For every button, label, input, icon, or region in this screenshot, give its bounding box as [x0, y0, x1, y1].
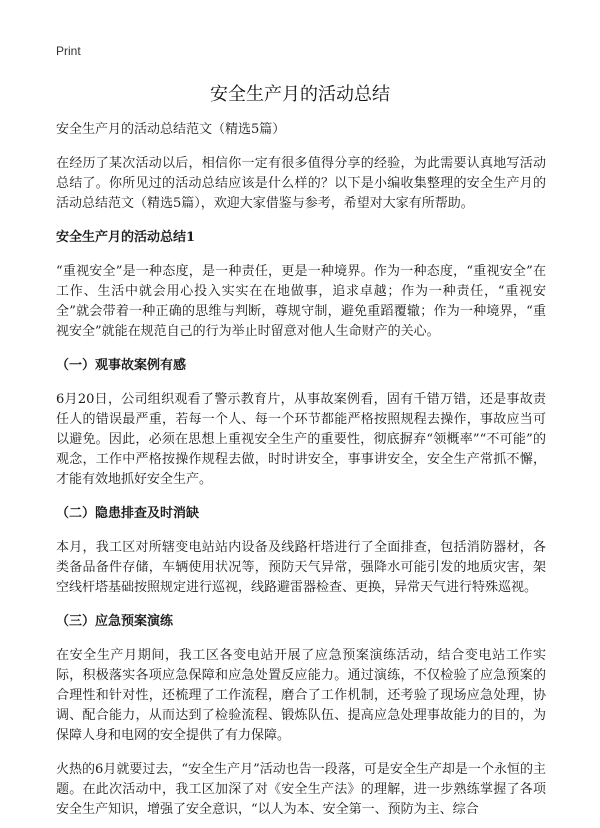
emergency-drill-paragraph: 在安全生产月期间，我工区各变电站开展了应急预案演练活动，结合变电站工作实际，积极落实各项应急保障和应急处置反应能力。通过演练，不仅检验了应急预案的合理性和针对性，还梳理了工作流程，磨合了工作机制，还考验了现场应急处理，协调、配合能力，从而达到了检验流程、锻炼队伍、提高应急处理事故能力的目的，为保障人身和电网的安全提供了有力保障。: [56, 648, 546, 743]
section-1-paragraph: “重视安全”是一种态度，是一种责任，更是一种境界。作为一种态度，“重视安全”在工作、生活中就会用心投入实实在在地做事，追求卓越；作为一种责任，“重视安全”就会带着一种正确的思维与判断，尊规守制，避免重蹈覆辙；作为一种境界，“重视安全”就能在规范自己的行为举止时留意对他人生命财产的关心。: [56, 264, 546, 339]
section-heading-1: 安全生产月的活动总结1: [56, 230, 196, 245]
subheading-case-study: （一）观事故案例有感: [56, 358, 187, 373]
article-body: [56, 120, 546, 828]
print-link[interactable]: Print: [56, 44, 81, 58]
subheading-emergency-drill: （三）应急预案演练: [56, 614, 174, 629]
subheading-hazard-check: （二）隐患排查及时消缺: [56, 506, 200, 521]
intro-paragraph: 在经历了某次活动以后，相信你一定有很多值得分享的经验，为此需要认真地写活动总结了。你所见过的活动总结应该是什么样的？以下是小编收集整理的安全生产月的活动总结范文（精选5篇），欢迎大家借鉴与参考，希望对大家有所帮助。: [56, 156, 546, 211]
article-subtitle: 安全生产月的活动总结范文（精选5篇）: [56, 122, 286, 137]
closing-paragraph: 火热的6月就要过去，“安全生产月”活动也告一段落，可是安全生产却是一个永恒的主题。在此次活动中，我工区加深了对《安全生产法》的理解，进一步熟练掌握了各项安全生产知识，增强了安全意识，“以人为本、安全第一、预防为主、综合: [56, 762, 546, 817]
case-study-paragraph: 6月20日，公司组织观看了警示教育片，从事故案例看，固有千错万错，还是事故责任人的错误最严重，若每一个人、每一个环节都能严格按照规程去操作，事故应当可以避免。因此，必须在思想上重视安全生产的重要性，彻底摒弃“领概率”“不可能”的观念，工作中严格按操作规程去做，时时讲安全，事事讲安全，安全生产常抓不懈，才能有效地抓好安全生产。: [56, 392, 546, 487]
page-title: 安全生产月的活动总结: [210, 84, 390, 105]
hazard-check-paragraph: 本月，我工区对所辖变电站站内设备及线路杆塔进行了全面排查，包括消防器材，各类备品备件存储，车辆使用状况等，预防天气异常，强降水可能引发的地质灾害，架空线杆塔基础按照规定进行巡视，线路避雷器检查、更换，异常天气进行特殊巡视。: [56, 540, 546, 595]
